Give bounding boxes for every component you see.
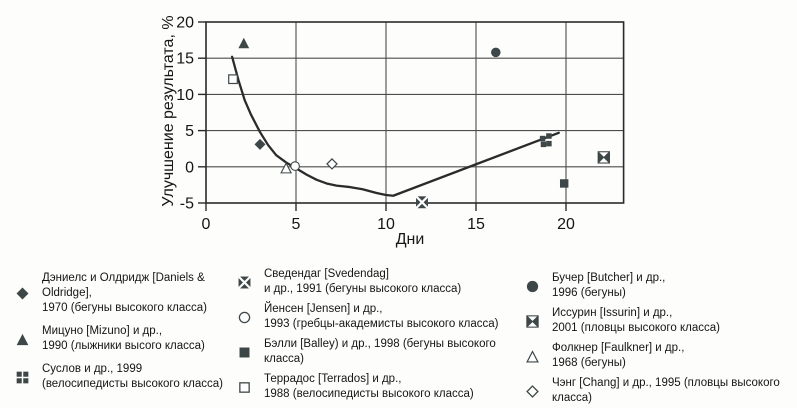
- triangle-filled-marker: [238, 38, 249, 48]
- legend-text: Террадос [Terrados] и др., 1988 (велосипедисты высокого класса): [264, 373, 474, 400]
- square-open-marker: [229, 75, 238, 84]
- y-tick-label: 5: [185, 123, 194, 141]
- x-tick-label: 15: [467, 216, 485, 233]
- legend-text: Дэниелс и Олдридж [Daniels & Oldridge], 1970 (бегуны высокого класса): [42, 272, 207, 314]
- y-tick-label: 15: [176, 50, 194, 68]
- square-x-icon: [238, 276, 264, 289]
- y-tick-label: 0: [185, 159, 194, 177]
- squares-2x2-icon: [16, 371, 42, 384]
- square-small-filled-marker: [546, 141, 552, 147]
- circle-filled-icon: [526, 280, 552, 293]
- legend-text: Чэнг [Chang] и др., 1995 (пловцы высокого класса): [552, 377, 780, 404]
- square-filled-marker: [560, 179, 568, 187]
- legend-text: Суслов и др., 1999 (велосипедисты высокого класса): [42, 363, 223, 390]
- legend-text: Йенсен [Jensen] и др., 1993 (гребцы-академисты высокого класса): [264, 303, 499, 330]
- x-tick-label: 20: [557, 216, 575, 233]
- series-chang: [327, 159, 337, 169]
- legend-item: [238, 372, 530, 402]
- plot-border: [206, 22, 624, 203]
- legend-item: [238, 267, 530, 297]
- square-small-filled-marker: [546, 133, 552, 139]
- trend-line: [232, 57, 559, 196]
- legend: [0, 263, 797, 408]
- circle-open-icon: [238, 311, 264, 324]
- series-suslov: [540, 133, 552, 147]
- legend-item: [16, 362, 234, 392]
- legend-column-3: [526, 263, 797, 408]
- series-daniels: [255, 139, 266, 150]
- legend-text: Сведендаг [Svedendag] и др., 1991 (бегуны высокого класса): [264, 268, 462, 295]
- legend-item: [526, 376, 797, 406]
- triangle-filled-icon: [16, 333, 42, 346]
- legend-item: [526, 271, 797, 301]
- series-issurin: [598, 152, 609, 163]
- y-axis-title: Улучшение результата, %: [160, 15, 177, 207]
- diamond-filled-icon: [16, 287, 42, 300]
- legend-item: [16, 271, 234, 316]
- y-tick-label: 20: [176, 14, 194, 32]
- square-open-icon: [238, 381, 264, 394]
- diamond-filled-marker: [255, 139, 266, 150]
- square-filled-icon: [238, 346, 264, 359]
- legend-item: [526, 341, 797, 371]
- series-balley: [560, 179, 568, 187]
- square-small-filled-marker: [540, 136, 546, 142]
- axis-ticks: [176, 15, 575, 234]
- triangle-open-icon: [526, 350, 552, 363]
- legend-column-1: [16, 263, 234, 400]
- legend-text: Иссурин [Issurin] и др., 2001 (пловцы высокого класса): [552, 307, 720, 334]
- y-tick-label: -5: [179, 195, 194, 213]
- legend-column-2: [238, 263, 530, 407]
- diamond-open-marker: [327, 159, 337, 169]
- series-jensen: [291, 162, 300, 171]
- legend-text: Фолкнер [Faulkner] и др., 1968 (бегуны): [552, 342, 685, 369]
- diamond-open-icon: [526, 385, 552, 398]
- square-small-filled-marker: [541, 142, 547, 148]
- legend-text: Бучер [Butcher] и др., 1996 (бегуны): [552, 272, 666, 299]
- square-x-bowtie-icon: [526, 315, 552, 328]
- y-tick-label: 10: [176, 86, 194, 104]
- square-x-marker: [416, 196, 428, 208]
- series-terrados: [229, 75, 238, 84]
- legend-item: [526, 306, 797, 336]
- circle-open-marker: [291, 162, 300, 171]
- legend-text: Бэлли [Balley) и др., 1998 (бегуны высокого класса): [264, 338, 496, 365]
- x-tick-label: 0: [201, 216, 211, 233]
- series-butcher: [491, 48, 501, 58]
- legend-item: [238, 337, 530, 367]
- gridlines: [206, 22, 624, 203]
- legend-text: Мицуно [Mizuno] и др., 1990 (лыжники высого класса): [42, 325, 205, 352]
- x-tick-label: 10: [377, 216, 395, 233]
- legend-item: [16, 324, 234, 354]
- x-axis-title: Дни: [395, 231, 425, 248]
- series-mizuno: [238, 38, 249, 48]
- x-tick-label: 5: [291, 216, 301, 233]
- legend-item: [238, 302, 530, 332]
- series-svedendag: [416, 196, 428, 208]
- circle-filled-marker: [491, 48, 501, 58]
- square-x-bowtie-marker: [598, 152, 609, 163]
